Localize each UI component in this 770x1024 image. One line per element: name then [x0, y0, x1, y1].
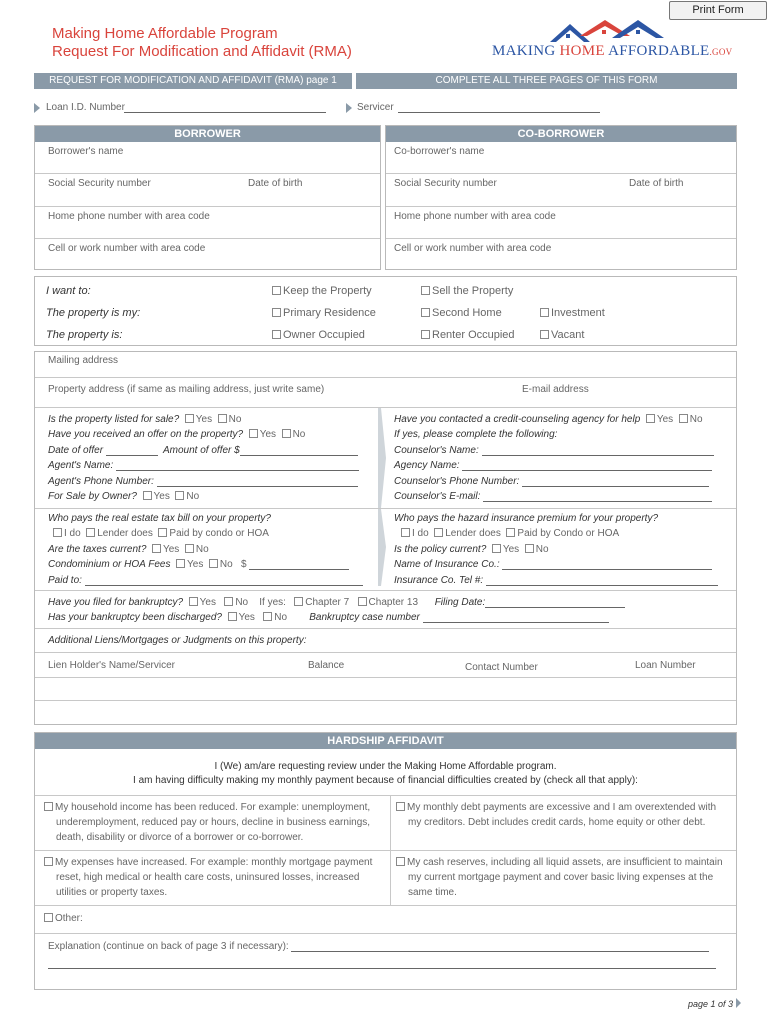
counseling-if-yes-label: If yes, please complete the following:	[394, 429, 558, 440]
income-reduced-checkbox[interactable]	[44, 802, 53, 811]
policy-current-no-label: No	[535, 544, 549, 555]
hoa-no-label: No	[219, 559, 233, 570]
case-number-field[interactable]	[423, 613, 609, 623]
lien-col-contact: Contact Number	[465, 662, 538, 673]
bankruptcy-no-checkbox[interactable]	[224, 597, 233, 606]
hardship-intro-2: I am having difficulty making my monthly payment because of financial difficulties created by (check all that apply):	[133, 775, 638, 786]
borrower-ssn-label[interactable]: Social Security number	[48, 178, 151, 189]
hardship-section	[34, 732, 737, 990]
bankruptcy-discharged-label: Has your bankruptcy been discharged?	[48, 612, 222, 623]
date-of-offer-field[interactable]	[106, 446, 158, 456]
investment-checkbox[interactable]	[540, 308, 549, 317]
listed-no-checkbox[interactable]	[218, 414, 227, 423]
listed-for-sale-label: Is the property listed for sale?	[48, 414, 180, 425]
primary-residence-checkbox[interactable]	[272, 308, 281, 317]
borrower-home-phone-label[interactable]: Home phone number with area code	[48, 211, 210, 222]
hardship-intro-1: I (We) am/are requesting review under the Making Home Affordable program.	[214, 761, 557, 772]
sell-property-label: Sell the Property	[432, 285, 514, 297]
filing-date-field[interactable]	[485, 598, 625, 608]
expenses-text-1: My expenses have increased. For example: monthly mortgage payment	[55, 857, 373, 868]
servicer-field[interactable]	[398, 103, 600, 113]
ins-condo-label: Paid by Condo or HOA	[517, 528, 620, 539]
debt-excessive-checkbox[interactable]	[396, 802, 405, 811]
agency-name-field[interactable]	[462, 461, 712, 471]
chapter7-label: Chapter 7	[305, 597, 350, 608]
reserves-text-3: same time.	[408, 887, 457, 898]
cash-reserves-item	[396, 855, 723, 900]
bankruptcy-yes-checkbox[interactable]	[189, 597, 198, 606]
debt-text-1: My monthly debt payments are excessive and I am overextended with	[407, 802, 717, 813]
email-address-label[interactable]: E-mail address	[522, 384, 589, 395]
income-text-1: My household income has been reduced. For example: unemployment,	[55, 802, 371, 813]
mailing-address-label[interactable]: Mailing address	[48, 355, 119, 366]
borrower-dob-label[interactable]: Date of birth	[248, 178, 303, 189]
policy-current-no-checkbox[interactable]	[525, 544, 534, 553]
second-home-checkbox[interactable]	[421, 308, 430, 317]
coborrower-section	[385, 125, 737, 270]
coborrower-home-phone-label[interactable]: Home phone number with area code	[394, 211, 556, 222]
renter-occupied-checkbox[interactable]	[421, 330, 430, 339]
counselor-name-field[interactable]	[482, 446, 714, 456]
coborrower-cell-phone-label[interactable]: Cell or work number with area code	[394, 243, 552, 254]
loan-id-label: Loan I.D. Number	[46, 102, 125, 113]
date-of-offer-label: Date of offer	[48, 445, 104, 456]
coborrower-ssn-label[interactable]: Social Security number	[394, 178, 497, 189]
logo-affordable: AFFORDABLE	[608, 43, 710, 59]
debt-excessive-item	[396, 800, 716, 830]
expenses-increased-checkbox[interactable]	[44, 857, 53, 866]
tax-lender-label: Lender does	[97, 528, 153, 539]
property-details-section	[34, 351, 737, 725]
insurance-tel-label: Insurance Co. Tel #:	[394, 575, 484, 586]
title-line2: Request For Modification and Affidavit (RMA)	[52, 43, 352, 60]
explanation-label: Explanation (continue on back of page 3 if necessary):	[48, 941, 289, 952]
expenses-text-3: utilities or property taxes.	[56, 887, 168, 898]
servicer-label: Servicer	[357, 102, 394, 113]
ins-lender-label: Lender does	[445, 528, 501, 539]
property-is-my-label: The property is my:	[46, 307, 141, 319]
insurance-company-label: Name of Insurance Co.:	[394, 559, 500, 570]
want-to-label: I want to:	[46, 285, 91, 297]
tax-i-do-label: I do	[64, 528, 81, 539]
liens-title: Additional Liens/Mortgages or Judgments on this property:	[48, 635, 307, 646]
income-reduced-item	[44, 800, 370, 845]
agent-phone-field[interactable]	[157, 477, 358, 487]
intent-section	[34, 276, 737, 346]
listed-yes-label: Yes	[195, 414, 213, 425]
counseling-yes-label: Yes	[656, 414, 674, 425]
owner-occupied-label: Owner Occupied	[283, 329, 365, 341]
ins-i-do-checkbox[interactable]	[401, 528, 410, 537]
taxes-current-no-label: No	[195, 544, 209, 555]
policy-current-label: Is the policy current?	[394, 544, 487, 555]
fsbo-no-checkbox[interactable]	[175, 491, 184, 500]
tax-paid-to-field[interactable]	[85, 576, 363, 586]
explanation-field-2[interactable]	[48, 959, 716, 969]
next-page-arrow-icon	[736, 998, 741, 1008]
column-divider	[378, 408, 386, 508]
page-number	[688, 998, 741, 1009]
offer-yes-label: Yes	[259, 429, 277, 440]
agent-name-label: Agent's Name:	[48, 460, 114, 471]
discharged-yes-checkbox[interactable]	[228, 612, 237, 621]
other-label: Other:	[55, 913, 83, 924]
sell-property-checkbox[interactable]	[421, 286, 430, 295]
logo-gov: .GOV	[709, 47, 733, 57]
counselor-email-label: Counselor's E-mail:	[394, 491, 481, 502]
renter-occupied-label: Renter Occupied	[432, 329, 515, 341]
tax-i-do-checkbox[interactable]	[53, 528, 62, 537]
primary-residence-label: Primary Residence	[283, 307, 376, 319]
counseling-no-checkbox[interactable]	[679, 414, 688, 423]
bankruptcy-if-yes-label: If yes:	[259, 597, 286, 608]
bankruptcy-yes-label: Yes	[199, 597, 216, 608]
chapter7-checkbox[interactable]	[294, 597, 303, 606]
fsbo-no-label: No	[186, 491, 200, 502]
chapter13-label: Chapter 13	[368, 597, 419, 608]
second-home-label: Second Home	[432, 307, 502, 319]
column-divider-2	[378, 509, 386, 586]
insurance-tel-field[interactable]	[486, 576, 718, 586]
logo-making: MAKING	[492, 43, 556, 59]
fsbo-yes-label: Yes	[153, 491, 170, 502]
counselor-phone-field[interactable]	[522, 477, 709, 487]
houses-logo-icon	[550, 18, 670, 44]
tax-lender-checkbox[interactable]	[86, 528, 95, 537]
amount-of-offer-label: Amount of offer $	[163, 445, 240, 456]
banner-right: COMPLETE ALL THREE PAGES OF THIS FORM	[356, 73, 737, 89]
policy-current-yes-label: Yes	[502, 544, 520, 555]
filing-date-label: Filing Date:	[434, 597, 486, 608]
listed-no-label: No	[228, 414, 242, 425]
loan-id-arrow	[34, 103, 40, 116]
chapter13-checkbox[interactable]	[358, 597, 367, 606]
hoa-dollar-label: $	[241, 559, 247, 570]
fsbo-label: For Sale by Owner?	[48, 491, 137, 502]
counselor-email-field[interactable]	[483, 492, 712, 502]
agent-phone-label: Agent's Phone Number:	[48, 476, 154, 487]
discharged-no-checkbox[interactable]	[263, 612, 272, 621]
logo-home: HOME	[559, 43, 605, 59]
income-text-3: death, disability or divorce of a borrower or co-borrower.	[56, 832, 304, 843]
form-title	[52, 25, 352, 61]
taxes-current-yes-label: Yes	[162, 544, 180, 555]
reserves-text-1: My cash reserves, including all liquid assets, are insufficient to maintain	[407, 857, 723, 868]
tax-who-pays-label: Who pays the real estate tax bill on your property?	[48, 513, 271, 524]
debt-text-2: my creditors. Debt includes credit cards, home equity or other debt.	[408, 817, 706, 828]
counseling-yes-checkbox[interactable]	[646, 414, 655, 423]
agency-name-label: Agency Name:	[394, 460, 460, 471]
hoa-fees-label: Condominium or HOA Fees	[48, 559, 171, 570]
ins-condo-checkbox[interactable]	[506, 528, 515, 537]
owner-occupied-checkbox[interactable]	[272, 330, 281, 339]
tax-condo-checkbox[interactable]	[158, 528, 167, 537]
listed-yes-checkbox[interactable]	[185, 414, 194, 423]
policy-current-yes-checkbox[interactable]	[492, 544, 501, 553]
hoa-amount-field[interactable]	[249, 560, 349, 570]
servicer-arrow	[346, 103, 352, 116]
borrower-cell-phone-label[interactable]: Cell or work number with area code	[48, 243, 206, 254]
hoa-yes-label: Yes	[187, 559, 204, 570]
cash-reserves-checkbox[interactable]	[396, 857, 405, 866]
hardship-header: HARDSHIP AFFIDAVIT	[35, 733, 736, 749]
borrower-section	[34, 125, 381, 270]
property-address-label[interactable]: Property address (if same as mailing address, just write same)	[48, 384, 325, 395]
ins-lender-checkbox[interactable]	[434, 528, 443, 537]
coborrower-dob-label[interactable]: Date of birth	[629, 178, 684, 189]
offer-no-checkbox[interactable]	[282, 429, 291, 438]
hoa-yes-checkbox[interactable]	[176, 559, 185, 568]
loan-id-field[interactable]	[124, 103, 326, 113]
expenses-text-2: reset, high medical or health care costs, uninsured losses, increased	[56, 872, 360, 883]
insurance-who-pays-label: Who pays the hazard insurance premium for your property?	[394, 513, 659, 524]
tax-paid-to-label: Paid to:	[48, 575, 82, 586]
counselor-phone-label: Counselor's Phone Number:	[394, 476, 520, 487]
insurance-company-field[interactable]	[502, 560, 712, 570]
taxes-current-label: Are the taxes current?	[48, 544, 147, 555]
bankruptcy-filed-label: Have you filed for bankruptcy?	[48, 597, 184, 608]
offer-yes-checkbox[interactable]	[249, 429, 258, 438]
lien-row-1[interactable]	[35, 700, 736, 701]
fsbo-yes-checkbox[interactable]	[143, 491, 152, 500]
amount-of-offer-field[interactable]	[240, 446, 358, 456]
mha-logo	[492, 18, 737, 62]
counseling-no-label: No	[689, 414, 703, 425]
print-form-button[interactable]: Print Form	[669, 1, 767, 20]
bankruptcy-no-label: No	[235, 597, 249, 608]
lien-col-balance: Balance	[308, 660, 345, 671]
vacant-checkbox[interactable]	[540, 330, 549, 339]
lien-col-holder: Lien Holder's Name/Servicer	[48, 660, 175, 671]
borrower-name-label[interactable]: Borrower's name	[48, 146, 124, 157]
reserves-text-2: my current mortgage payment and cover basic living expenses at the	[408, 872, 714, 883]
keep-property-checkbox[interactable]	[272, 286, 281, 295]
taxes-current-yes-checkbox[interactable]	[152, 544, 161, 553]
other-checkbox[interactable]	[44, 913, 53, 922]
agent-name-field[interactable]	[116, 461, 359, 471]
taxes-current-no-checkbox[interactable]	[185, 544, 194, 553]
income-text-2: underemployment, reduced pay or hours, decline in business earnings,	[56, 817, 371, 828]
keep-property-label: Keep the Property	[283, 285, 372, 297]
discharged-yes-label: Yes	[238, 612, 255, 623]
expenses-increased-item	[44, 855, 372, 900]
investment-label: Investment	[551, 307, 605, 319]
coborrower-name-label[interactable]: Co-borrower's name	[394, 146, 485, 157]
counselor-name-label: Counselor's Name:	[394, 445, 479, 456]
discharged-no-label: No	[274, 612, 288, 623]
lien-col-loan: Loan Number	[635, 660, 696, 671]
offer-received-label: Have you received an offer on the property?	[48, 429, 244, 440]
page-number-text: page 1 of 3	[688, 999, 734, 1009]
property-is-label: The property is:	[46, 329, 123, 341]
case-number-label: Bankruptcy case number	[309, 612, 420, 623]
explanation-field[interactable]	[291, 942, 709, 952]
vacant-label: Vacant	[551, 329, 585, 341]
hoa-no-checkbox[interactable]	[209, 559, 218, 568]
tax-condo-label: Paid by condo or HOA	[169, 528, 269, 539]
banner-left: REQUEST FOR MODIFICATION AND AFFIDAVIT (RMA) page 1	[34, 73, 352, 89]
offer-no-label: No	[292, 429, 306, 440]
credit-counseling-label: Have you contacted a credit-counseling agency for help	[394, 414, 641, 425]
coborrower-header: CO-BORROWER	[386, 126, 736, 142]
borrower-header: BORROWER	[35, 126, 380, 142]
title-line1: Making Home Affordable Program	[52, 25, 278, 42]
ins-i-do-label: I do	[412, 528, 429, 539]
